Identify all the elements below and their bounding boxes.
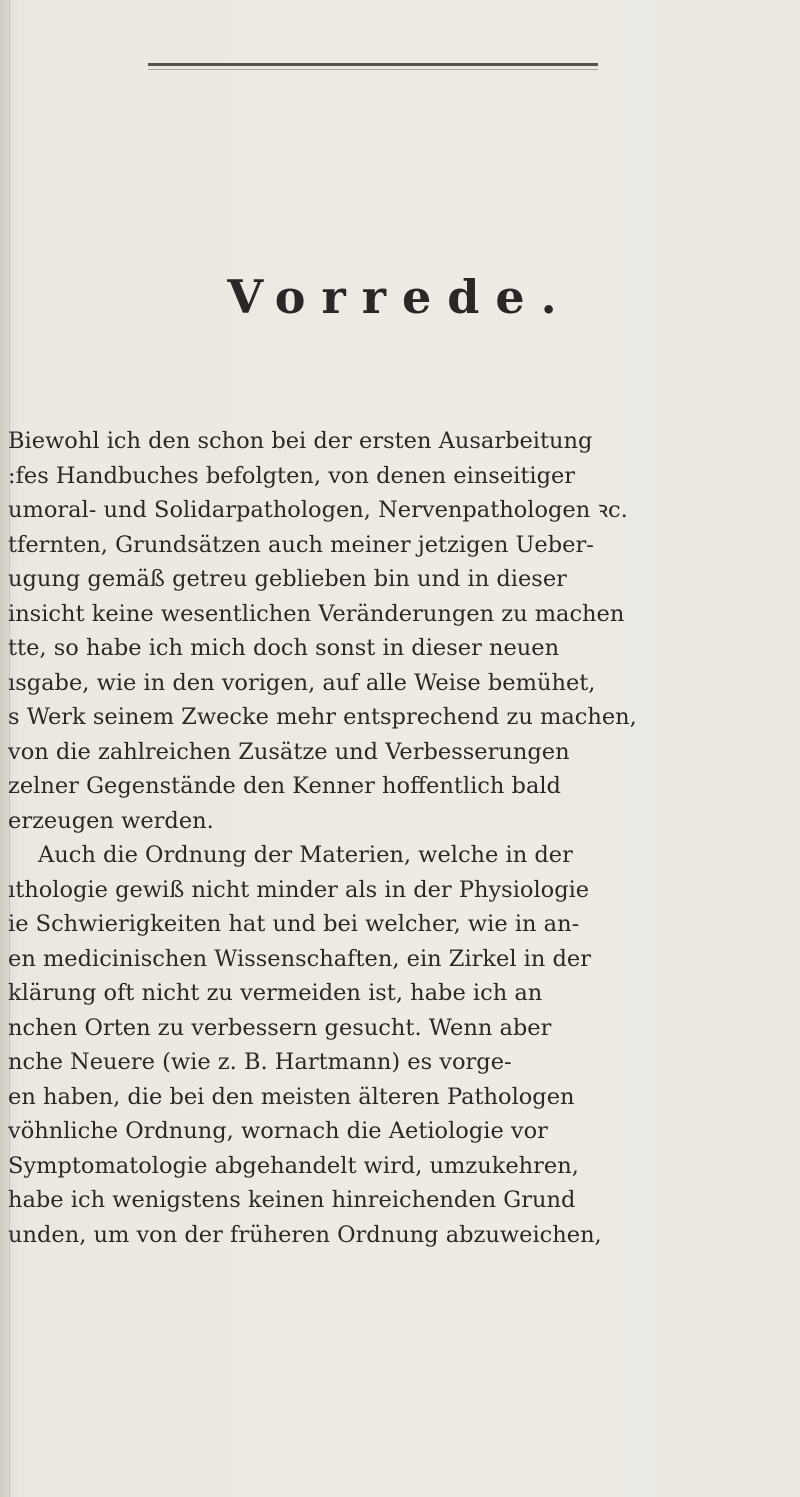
- header-rule-thin: [148, 69, 598, 70]
- text-line: insicht keine wesentlichen Veränderungen zu machen: [8, 600, 625, 627]
- text-line: s Werk seinem Zwecke mehr entsprechend zu machen,: [8, 704, 637, 730]
- text-line: von die zahlreichen Zusätze und Verbesserungen: [8, 738, 570, 765]
- text-line: ie Schwierigkeiten hat und bei welcher, wie in an-: [8, 911, 580, 937]
- text-line: ugung gemäß getreu geblieben bin und in dieser: [8, 566, 567, 592]
- text-line: erzeugen werden.: [8, 807, 214, 834]
- text-line: tte, so habe ich mich doch sonst in dieser neuen: [8, 635, 560, 661]
- text-line: vöhnliche Ordnung, wornach die Aetiologie vor: [8, 1118, 548, 1144]
- text-line: en haben, die bei den meisten älteren Pathologen: [8, 1083, 575, 1110]
- header-rule: [148, 63, 598, 66]
- text-line: Symptomatologie abgehandelt wird, umzukehren,: [8, 1152, 579, 1179]
- page-heading: Vorrede.: [227, 270, 573, 324]
- text-line: tfernten, Grundsätzen auch meiner jetzigen Ueber-: [8, 531, 594, 558]
- text-line: Auch die Ordnung der Materien, welche in der: [38, 842, 573, 868]
- text-line: umoral- und Solidarpathologen, Nervenpathologen ꝛc.: [8, 497, 628, 523]
- text-line: Biewohl ich den schon bei der ersten Ausarbeitung: [8, 428, 593, 454]
- text-line: habe ich wenigstens keinen hinreichenden Grund: [8, 1187, 576, 1213]
- text-line: nchen Orten zu verbessern gesucht. Wenn aber: [8, 1014, 552, 1041]
- text-line: zelner Gegenstände den Kenner hoffentlich bald: [8, 773, 561, 799]
- text-line: klärung oft nicht zu vermeiden ist, habe ich an: [8, 980, 543, 1006]
- text-line: :fes Handbuches befolgten, von denen einseitiger: [8, 462, 576, 489]
- text-line: ıthologie gewiß nicht minder als in der Physiologie: [8, 876, 590, 903]
- text-line: en medicinischen Wissenschaften, ein Zirkel in der: [8, 945, 592, 972]
- text-line: ısgabe, wie in den vorigen, auf alle Weise bemühet,: [8, 669, 596, 696]
- body-text: [8, 424, 794, 1252]
- text-line: unden, um von der früheren Ordnung abzuweichen,: [8, 1221, 602, 1248]
- text-line: nche Neuere (wie z. B. Hartmann) es vorge-: [8, 1049, 512, 1075]
